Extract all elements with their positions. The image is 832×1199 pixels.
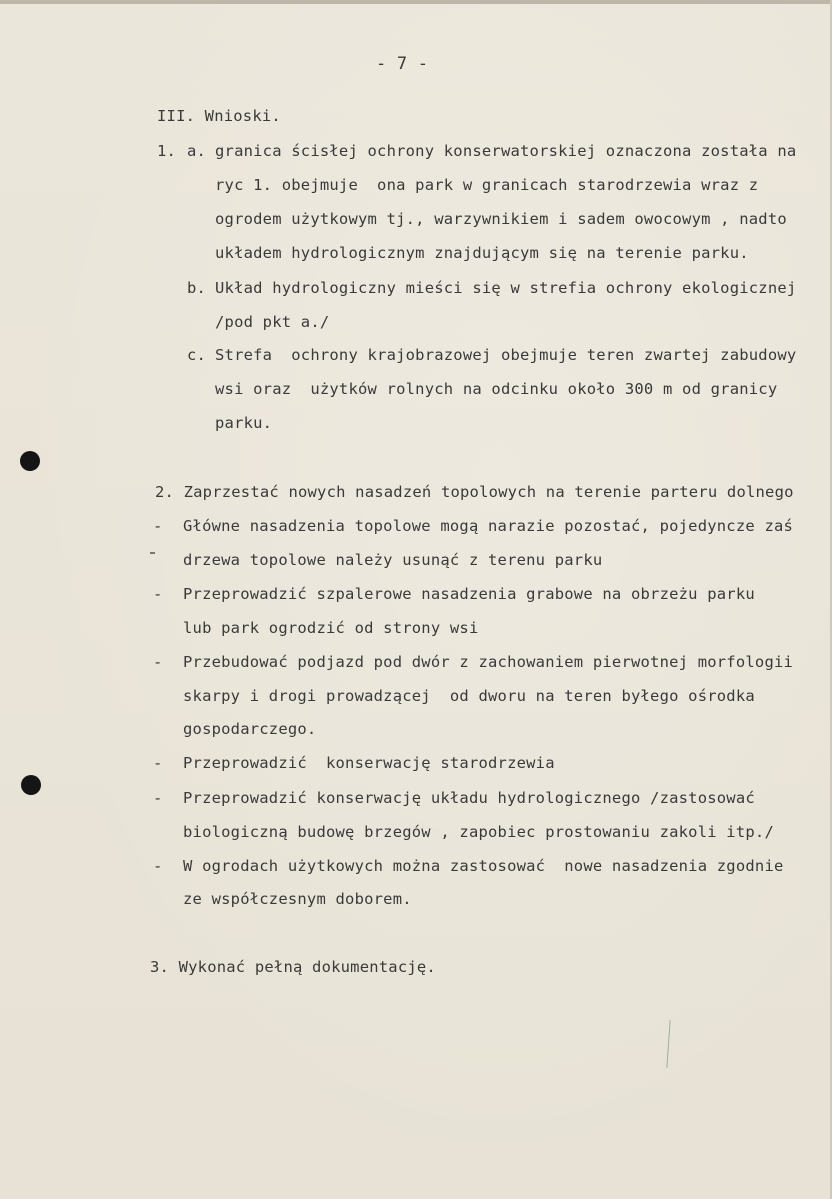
bullet-dash: - <box>153 653 163 671</box>
punch-hole-icon <box>20 451 40 471</box>
bullet-line: gospodarczego. <box>183 720 317 738</box>
bullet-line: skarpy i drogi prowadzącej od dworu na teren byłego ośrodka <box>183 687 755 705</box>
bullet-dash: - <box>153 754 163 772</box>
item-b-line: Układ hydrologiczny mieści się w strefia ochrony ekologicznej <box>215 279 797 297</box>
bullet-line: biologiczną budowę brzegów , zapobiec prostowaniu zakoli itp./ <box>183 823 774 841</box>
page-number: - 7 - <box>376 54 429 74</box>
item-c-line: Strefa ochrony krajobrazowej obejmuje teren zwartej zabudowy <box>215 346 797 364</box>
item-a-line: układem hydrologicznym znajdującym się na terenie parku. <box>215 244 749 262</box>
bullet-dash: - <box>153 789 163 807</box>
section-2-lead: 2. Zaprzestać nowych nasadzeń topolowych na terenie parteru dolnego <box>155 483 794 501</box>
stray-ink-mark <box>150 552 155 554</box>
item-c-line: wsi oraz użytków rolnych na odcinku około 300 m od granicy <box>215 380 778 398</box>
bullet-line: drzewa topolowe należy usunąć z terenu parku <box>183 551 603 569</box>
pencil-mark <box>666 1020 670 1068</box>
item-c-line: parku. <box>215 414 273 432</box>
bullet-dash: - <box>153 585 163 603</box>
item-a-line: ogrodem użytkowym tj., warzywnikiem i sadem owocowym , nadto <box>215 210 787 228</box>
bullet-dash: - <box>153 517 163 535</box>
item-c-marker: c. <box>187 346 207 364</box>
paper-top-edge <box>0 0 832 4</box>
bullet-line: Przeprowadzić konserwację układu hydrologicznego /zastosować <box>183 789 755 807</box>
bullet-line: Główne nasadzenia topolowe mogą narazie pozostać, pojedyncze zaś <box>183 517 794 535</box>
punch-hole-icon <box>21 775 41 795</box>
bullet-line: ze współczesnym doborem. <box>183 890 412 908</box>
bullet-line: W ogrodach użytkowych można zastosować nowe nasadzenia zgodnie <box>183 857 784 875</box>
item-b-line: /pod pkt a./ <box>215 313 330 331</box>
bullet-line: lub park ogrodzić od strony wsi <box>183 619 479 637</box>
section-heading: III. Wnioski. <box>157 107 281 125</box>
bullet-dash: - <box>153 857 163 875</box>
section-3-line: 3. Wykonać pełną dokumentację. <box>150 958 436 976</box>
item-a-marker: a. <box>187 142 207 160</box>
bullet-line: Przebudować podjazd pod dwór z zachowaniem pierwotnej morfologii <box>183 653 794 671</box>
item-a-line: granica ścisłej ochrony konserwatorskiej oznaczona została na <box>215 142 797 160</box>
item-b-marker: b. <box>187 279 207 297</box>
item-a-line: ryc 1. obejmuje ona park w granicach starodrzewia wraz z <box>215 176 759 194</box>
bullet-line: Przeprowadzić konserwację starodrzewia <box>183 754 555 772</box>
section-1-number: 1. <box>157 142 177 160</box>
bullet-line: Przeprowadzić szpalerowe nasadzenia grabowe na obrzeżu parku <box>183 585 755 603</box>
